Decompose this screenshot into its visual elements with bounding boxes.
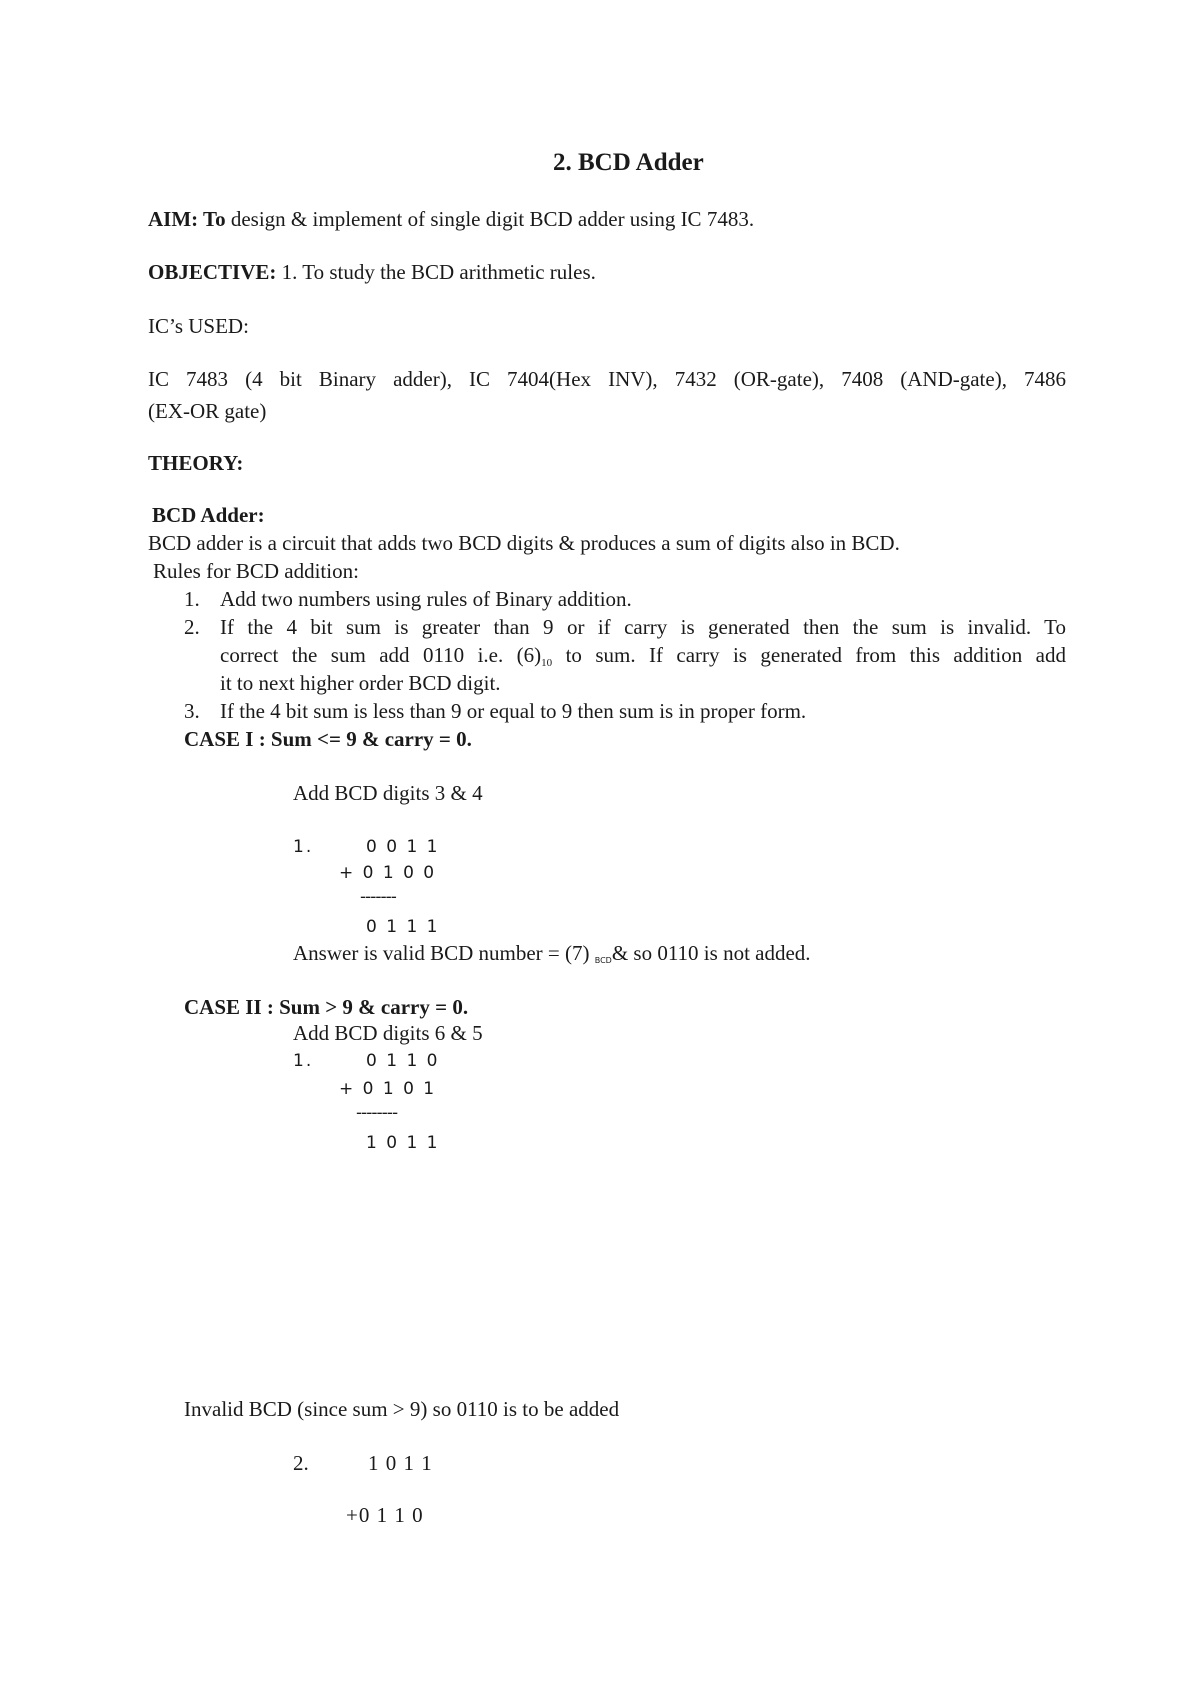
case-1-operand-b: + 0 1 0 0: [339, 863, 437, 883]
rule-2-line-3: it to next higher order BCD digit.: [220, 671, 501, 695]
ics-line-2: (EX-OR gate): [148, 399, 267, 423]
invalid-note: Invalid BCD (since sum > 9) so 0110 is to be added: [184, 1397, 620, 1421]
case-2-operand-a2: 1 0 1 1: [368, 1451, 433, 1475]
case-1-answer: [293, 940, 811, 974]
case-1-step: 1.: [293, 837, 314, 857]
ics-line-1: IC 7483 (4 bit Binary adder), IC 7404(Hex INV), 7432 (OR-gate), 7408 (AND-gate), 7486: [148, 367, 1066, 391]
aim-line: [148, 206, 754, 232]
objective-line: [148, 259, 596, 285]
case-1-desc: Add BCD digits 3 & 4: [293, 781, 483, 805]
rule-number: 3.: [184, 699, 200, 723]
rule-number: 1.: [184, 587, 200, 611]
rule-3-text: If the 4 bit sum is less than 9 or equal to 9 then sum is in proper form.: [220, 699, 807, 723]
bcd-adder-subheading: BCD Adder:: [152, 503, 265, 527]
objective-label: OBJECTIVE:: [148, 260, 277, 284]
theory-heading: THEORY:: [148, 451, 244, 475]
case-2-operand-b: + 0 1 0 1: [339, 1079, 437, 1099]
case-1-operand-a: 0 0 1 1: [366, 837, 440, 857]
rules-intro: Rules for BCD addition:: [153, 559, 359, 583]
case-2-rule: --------: [356, 1103, 398, 1123]
case-1-answer-subscript: BCD: [594, 956, 612, 965]
rule-2-text-b: to sum. If carry is generated from this addition add: [565, 643, 1066, 667]
rule-number: 2.: [184, 615, 200, 639]
aim-label: AIM: To: [148, 207, 226, 231]
page-title: 2. BCD Adder: [553, 149, 704, 176]
case-1-heading: CASE I : Sum <= 9 & carry = 0.: [184, 727, 472, 751]
case-2-result: 1 0 1 1: [366, 1133, 440, 1153]
rule-2-text-a: correct the sum add 0110 i.e. (6): [220, 643, 542, 667]
case-2-step: 1.: [293, 1051, 314, 1071]
case-2-heading: CASE II : Sum > 9 & carry = 0.: [184, 995, 469, 1019]
case-2-step-2: 2.: [293, 1451, 309, 1475]
ics-heading: IC’s USED:: [148, 314, 249, 338]
case-1-answer-pre: Answer is valid BCD number = (7): [293, 941, 590, 965]
case-2-desc: Add BCD digits 6 & 5: [293, 1021, 483, 1045]
rule-2-line-1: If the 4 bit sum is greater than 9 or if carry is generated then the sum is invalid. To: [220, 615, 1066, 639]
case-2-operand-a: 0 1 1 0: [366, 1051, 440, 1071]
case-1-result: 0 1 1 1: [366, 917, 440, 937]
objective-text: 1. To study the BCD arithmetic rules.: [281, 260, 596, 284]
case-1-answer-post: & so 0110 is not added.: [611, 941, 811, 965]
case-2-operand-b2: +0 1 1 0: [346, 1503, 424, 1527]
rule-1-text: Add two numbers using rules of Binary addition.: [220, 587, 632, 611]
rule-2-subscript: 10: [541, 657, 553, 669]
bcd-intro: BCD adder is a circuit that adds two BCD digits & produces a sum of digits also in BCD.: [148, 531, 900, 555]
aim-text: design & implement of single digit BCD adder using IC 7483.: [230, 207, 755, 231]
case-1-rule: -------: [360, 887, 396, 907]
